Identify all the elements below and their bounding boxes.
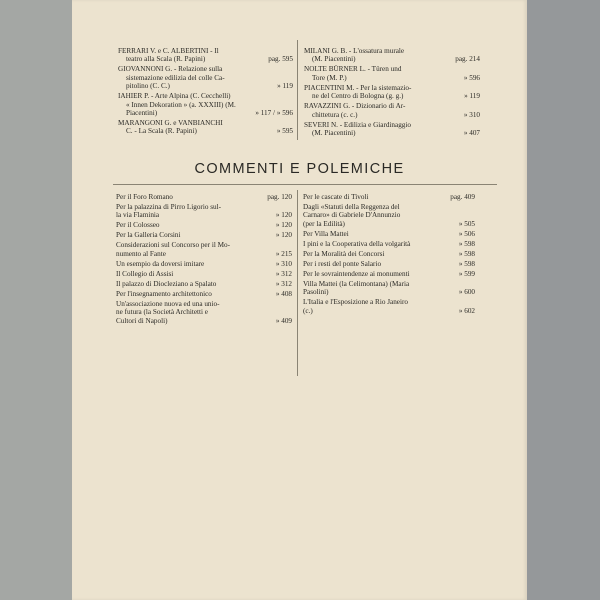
entry-line: numento al Fante: [116, 249, 166, 258]
entry-line: C. - La Scala (R. Papini): [126, 127, 197, 136]
index-entry: [304, 102, 480, 119]
entry-page-number: » 312: [275, 279, 292, 288]
entry-line: pitolino (C. C.): [126, 82, 170, 91]
entry-title: [116, 290, 254, 298]
entry-page-number: » 506: [458, 229, 475, 238]
entry-page-number: pag. 409: [450, 193, 475, 201]
entry-title: [116, 300, 254, 325]
entry-line: Pasolini): [303, 288, 329, 297]
entry-line: ne futura (la Società Architetti e: [116, 308, 209, 317]
entry-page-number: » 120: [275, 221, 292, 230]
entry-title: [118, 47, 255, 64]
entry-page-number: pag. 214: [455, 55, 480, 64]
index-entry: [118, 47, 293, 64]
entry-page-number: » 119: [464, 92, 480, 101]
entry-page-number: pag. 120: [267, 193, 292, 201]
entry-page-number: » 120: [275, 211, 292, 220]
entry-title: [116, 221, 254, 229]
index-entry: [116, 300, 292, 325]
entry-title: [303, 298, 437, 315]
entry-page-number: » 312: [275, 269, 292, 278]
index-entry: [116, 260, 292, 268]
entry-title: [304, 102, 442, 119]
entry-line: (c.): [303, 306, 313, 315]
entry-page-number: » 598: [458, 239, 475, 248]
entry-title: [116, 241, 254, 258]
entry-line: Per il Colosseo: [116, 221, 160, 230]
entry-line: Per l'insegnamento architettonico: [116, 289, 212, 298]
entry-page-number: » 408: [275, 289, 292, 298]
entry-title: [116, 231, 254, 239]
entry-line: Il palazzo di Diocleziano a Spalato: [116, 279, 217, 288]
entry-line: (M. Piacentini): [312, 129, 356, 138]
index-column-top-left: [118, 47, 293, 137]
index-column-top-right: [304, 47, 480, 139]
index-entry: [304, 65, 480, 82]
entry-line: Per la palazzina di Pirro Ligorio sul-: [116, 203, 221, 211]
entry-page-number: » 120: [275, 231, 292, 240]
entry-title: [303, 230, 437, 238]
entry-line: SEVERI N. - Edilizia e Giardinaggio: [304, 120, 411, 129]
entry-page-number: pag. 595: [268, 55, 293, 64]
entry-line: (per la Edilità): [303, 219, 345, 228]
index-entry: [116, 290, 292, 298]
index-entry: [303, 250, 475, 258]
entry-line: Cultori di Napoli): [116, 316, 168, 325]
index-entry: [303, 270, 475, 278]
entry-title: [303, 193, 437, 201]
index-entry: [116, 241, 292, 258]
entry-page-number: » 600: [458, 288, 475, 297]
index-entry: [303, 260, 475, 268]
entry-line: L'Italia e l'Esposizione a Rio Janeiro: [303, 298, 408, 307]
left-background: [0, 0, 72, 600]
entry-title: [116, 280, 254, 288]
entry-line: (M. Piacentini): [312, 55, 356, 64]
entry-line: Per la Moralità dei Concorsi: [303, 249, 385, 258]
entry-line: Carnaro» di Gabriele D'Annunzio: [303, 211, 401, 220]
index-entry: [116, 193, 292, 201]
entry-line: Considerazioni sul Concorso per il Mo-: [116, 241, 230, 250]
index-entry: [116, 280, 292, 288]
entry-line: chittetura (c. c.): [312, 110, 358, 119]
index-entry: [303, 298, 475, 315]
entry-line: teatro alla Scala (R. Papini): [126, 55, 206, 64]
entry-title: [118, 119, 255, 136]
entry-line: NOLTE BÜRNER L. - Türen und: [304, 65, 402, 74]
section-title: COMMENTI E POLEMICHE: [194, 161, 405, 177]
entry-line: GIOVANNONI G. - Relazione sulla: [118, 65, 223, 74]
entry-line: Un'associazione nuova ed una unio-: [116, 299, 220, 308]
entry-line: RAVAZZINI G. - Dizionario di Ar-: [304, 102, 406, 111]
entry-line: Per la Galleria Corsini: [116, 231, 181, 240]
index-entry: [116, 231, 292, 239]
entry-title: [118, 65, 255, 90]
entry-title: [304, 65, 442, 82]
entry-title: [116, 260, 254, 268]
column-divider-bottom: [297, 190, 298, 376]
entry-page-number: » 505: [458, 219, 475, 228]
entry-page-number: » 117 / » 596: [255, 109, 293, 118]
entry-line: Per i resti del ponte Salario: [303, 259, 382, 268]
index-entry: [303, 203, 475, 228]
entry-title: [118, 92, 251, 117]
entry-page-number: » 599: [458, 269, 475, 278]
index-entry: [303, 193, 475, 201]
entry-line: Dagli «Statuti della Reggenza del: [303, 203, 400, 211]
entry-page-number: » 407: [463, 129, 480, 138]
index-entry: [116, 270, 292, 278]
entry-page-number: » 598: [458, 249, 475, 258]
index-entry: [118, 119, 293, 136]
entry-page-number: » 596: [463, 73, 480, 82]
entry-line: Il Collegio di Assisi: [116, 269, 174, 278]
entry-title: [303, 270, 437, 278]
entry-line: Un esempio da doversi imitare: [116, 259, 205, 268]
entry-page-number: » 310: [463, 110, 480, 119]
index-entry: [303, 240, 475, 248]
index-entry: [304, 47, 480, 64]
entry-line: IAHIER P. - Arte Alpina (C. Cecchelli): [118, 92, 231, 101]
entry-line: Tore (M. P.): [312, 73, 347, 82]
entry-title: [303, 203, 437, 228]
entry-page-number: » 409: [275, 316, 292, 325]
entry-line: la via Flaminia: [116, 211, 160, 220]
index-column-bottom-right: [303, 193, 475, 317]
entry-line: MARANGONI G. e VANBIANCHI: [118, 119, 223, 128]
entry-title: [303, 260, 437, 268]
entry-line: sistemazione edilizia del colle Ca-: [126, 73, 225, 82]
entry-line: I pini e la Cooperativa della volgarità: [303, 239, 411, 248]
entry-title: [304, 84, 442, 101]
entry-title: [116, 203, 254, 220]
entry-title: [303, 280, 437, 297]
entry-line: Per il Foro Romano: [116, 193, 173, 201]
index-entry: [303, 230, 475, 238]
entry-line: Per Villa Mattei: [303, 229, 349, 238]
entry-title: [304, 47, 442, 64]
index-entry: [116, 203, 292, 220]
index-column-bottom-left: [116, 193, 292, 327]
right-background: [527, 0, 600, 600]
entry-page-number: » 595: [276, 127, 293, 136]
entry-title: [304, 121, 442, 138]
index-entry: [304, 84, 480, 101]
column-divider-top: [297, 40, 298, 140]
index-entry: [304, 121, 480, 138]
entry-title: [116, 193, 254, 201]
index-entry: [116, 221, 292, 229]
entry-line: « Innen Dekoration » (a. XXXIII) (M.: [126, 100, 236, 109]
entry-line: FERRARI V. e C. ALBERTINI - Il: [118, 47, 219, 55]
index-entry: [303, 280, 475, 297]
entry-page-number: » 598: [458, 259, 475, 268]
entry-line: Villa Mattei (la Celimontana) (Maria: [303, 279, 410, 288]
entry-title: [116, 270, 254, 278]
entry-line: Piacentini): [126, 109, 158, 118]
entry-line: Per le sovraintendenze ai monumenti: [303, 269, 410, 278]
entry-line: ne del Centro di Bologna (g. g.): [312, 92, 404, 101]
index-entry: [118, 92, 293, 117]
entry-page-number: » 310: [275, 259, 292, 268]
entry-page-number: » 602: [458, 306, 475, 315]
entry-line: PIACENTINI M. - Per la sistemazio-: [304, 83, 412, 92]
entry-line: MILANI G. B. - L'ossatura murale: [304, 47, 405, 55]
section-rule: [113, 184, 497, 185]
entry-page-number: » 215: [275, 249, 292, 258]
entry-line: Per le cascate di Tivoli: [303, 193, 369, 201]
entry-title: [303, 240, 437, 248]
index-entry: [118, 65, 293, 90]
entry-page-number: » 119: [277, 82, 293, 91]
entry-title: [303, 250, 437, 258]
